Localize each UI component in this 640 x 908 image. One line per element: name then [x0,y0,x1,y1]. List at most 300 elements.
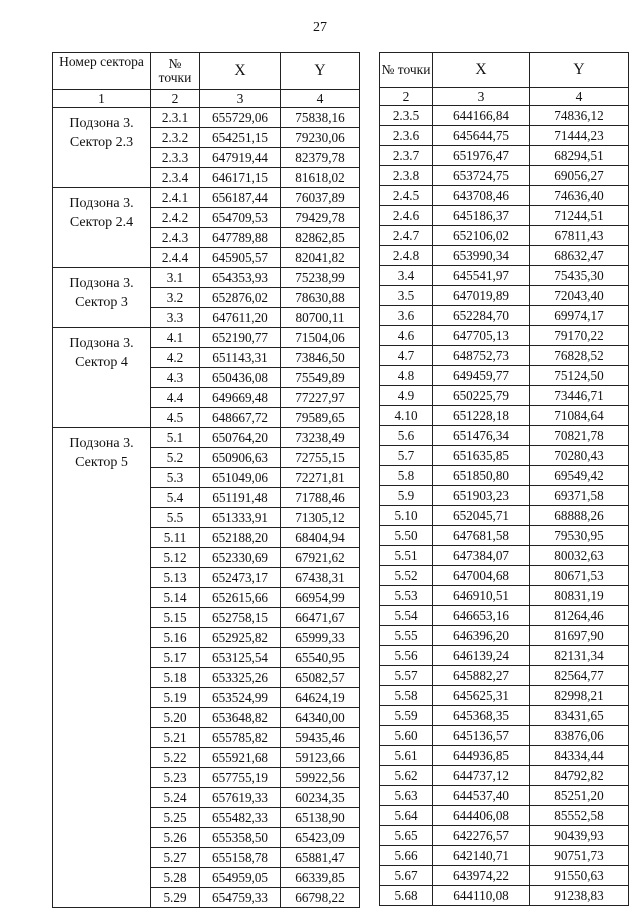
table-row [380,386,629,406]
point-number: 5.66 [380,846,433,866]
header-point: № точки [151,53,200,90]
x-coordinate: 645625,31 [433,686,530,706]
point-number: 3.1 [151,268,200,288]
left-table-body [53,108,360,908]
table-row [53,268,360,288]
y-coordinate: 76828,52 [530,346,629,366]
point-number: 2.4.6 [380,206,433,226]
y-coordinate: 67438,31 [281,568,360,588]
x-coordinate: 651143,31 [200,348,281,368]
point-number: 4.7 [380,346,433,366]
x-coordinate: 651049,06 [200,468,281,488]
table-row [380,226,629,246]
point-number: 5.15 [151,608,200,628]
y-coordinate: 84792,82 [530,766,629,786]
point-number: 5.26 [151,828,200,848]
x-coordinate: 653125,54 [200,648,281,668]
y-coordinate: 69974,17 [530,306,629,326]
point-number: 4.6 [380,326,433,346]
table-row [380,526,629,546]
x-coordinate: 651333,91 [200,508,281,528]
table-row [380,206,629,226]
y-coordinate: 82564,77 [530,666,629,686]
table-row [380,846,629,866]
y-coordinate: 91550,63 [530,866,629,886]
y-coordinate: 72755,15 [281,448,360,468]
point-number: 2.4.7 [380,226,433,246]
y-coordinate: 64340,00 [281,708,360,728]
point-number: 3.6 [380,306,433,326]
table-row [380,546,629,566]
y-coordinate: 79589,65 [281,408,360,428]
point-number: 4.1 [151,328,200,348]
x-coordinate: 650764,20 [200,428,281,448]
y-coordinate: 78630,88 [281,288,360,308]
table-row [380,286,629,306]
point-number: 5.55 [380,626,433,646]
point-number: 5.54 [380,606,433,626]
y-coordinate: 80671,53 [530,566,629,586]
point-number: 5.8 [380,466,433,486]
y-coordinate: 70280,43 [530,446,629,466]
x-coordinate: 647789,88 [200,228,281,248]
x-coordinate: 646171,15 [200,168,281,188]
point-number: 3.4 [380,266,433,286]
x-coordinate: 655358,50 [200,828,281,848]
point-number: 5.52 [380,566,433,586]
table-row [380,346,629,366]
header-row [380,53,629,88]
x-coordinate: 644166,84 [433,106,530,126]
table-row [380,606,629,626]
point-number: 2.3.6 [380,126,433,146]
table-row [380,146,629,166]
y-coordinate: 68632,47 [530,246,629,266]
y-coordinate: 65138,90 [281,808,360,828]
point-number: 4.2 [151,348,200,368]
header-x: X [200,53,281,90]
x-coordinate: 653325,26 [200,668,281,688]
table-row [380,646,629,666]
point-number: 5.12 [151,548,200,568]
x-coordinate: 645368,35 [433,706,530,726]
x-coordinate: 644936,85 [433,746,530,766]
point-number: 2.4.2 [151,208,200,228]
y-coordinate: 85251,20 [530,786,629,806]
header-y: Y [530,53,629,88]
point-number: 5.17 [151,648,200,668]
x-coordinate: 651635,85 [433,446,530,466]
x-coordinate: 644406,08 [433,806,530,826]
table-row [380,406,629,426]
x-coordinate: 647681,58 [433,526,530,546]
sector-name: Подзона 3. Сектор 5 [53,428,151,908]
table-row [53,428,360,448]
x-coordinate: 646910,51 [433,586,530,606]
column-number: 2 [380,88,433,106]
y-coordinate: 71084,64 [530,406,629,426]
y-coordinate: 91238,83 [530,886,629,906]
point-number: 5.29 [151,888,200,908]
table-row [380,106,629,126]
point-number: 5.59 [380,706,433,726]
point-number: 2.3.5 [380,106,433,126]
sector-name: Подзона 3. Сектор 2.3 [53,108,151,188]
x-coordinate: 646653,16 [433,606,530,626]
y-coordinate: 72271,81 [281,468,360,488]
y-coordinate: 71305,12 [281,508,360,528]
y-coordinate: 65423,09 [281,828,360,848]
y-coordinate: 59435,46 [281,728,360,748]
header-y: Y [281,53,360,90]
column-number-row [380,88,629,106]
y-coordinate: 65881,47 [281,848,360,868]
x-coordinate: 657619,33 [200,788,281,808]
x-coordinate: 643708,46 [433,186,530,206]
point-number: 5.53 [380,586,433,606]
x-coordinate: 647384,07 [433,546,530,566]
x-coordinate: 655921,68 [200,748,281,768]
y-coordinate: 83431,65 [530,706,629,726]
y-coordinate: 66798,22 [281,888,360,908]
table-row [380,246,629,266]
y-coordinate: 70821,78 [530,426,629,446]
point-number: 5.9 [380,486,433,506]
x-coordinate: 652188,20 [200,528,281,548]
x-coordinate: 655482,33 [200,808,281,828]
page-number: 27 [313,20,327,35]
sector-name: Подзона 3. Сектор 3 [53,268,151,328]
point-number: 2.4.3 [151,228,200,248]
point-number: 5.4 [151,488,200,508]
x-coordinate: 654759,33 [200,888,281,908]
x-coordinate: 652925,82 [200,628,281,648]
x-coordinate: 650436,08 [200,368,281,388]
y-coordinate: 79530,95 [530,526,629,546]
y-coordinate: 90751,73 [530,846,629,866]
x-coordinate: 647611,20 [200,308,281,328]
table-row [380,366,629,386]
x-coordinate: 652106,02 [433,226,530,246]
x-coordinate: 651191,48 [200,488,281,508]
point-number: 4.4 [151,388,200,408]
point-number: 5.19 [151,688,200,708]
y-coordinate: 66471,67 [281,608,360,628]
table-row [380,786,629,806]
table-row [380,726,629,746]
table-row [380,686,629,706]
x-coordinate: 649669,48 [200,388,281,408]
point-number: 2.3.1 [151,108,200,128]
table-row [380,886,629,906]
x-coordinate: 642140,71 [433,846,530,866]
header-row [53,53,360,90]
column-number: 4 [281,90,360,108]
point-number: 4.5 [151,408,200,428]
x-coordinate: 652330,69 [200,548,281,568]
y-coordinate: 59123,66 [281,748,360,768]
table-row [380,626,629,646]
point-number: 2.3.4 [151,168,200,188]
y-coordinate: 67811,43 [530,226,629,246]
point-number: 2.4.5 [380,186,433,206]
x-coordinate: 651228,18 [433,406,530,426]
x-coordinate: 653724,75 [433,166,530,186]
y-coordinate: 80700,11 [281,308,360,328]
y-coordinate: 79429,78 [281,208,360,228]
x-coordinate: 655729,06 [200,108,281,128]
point-number: 2.3.8 [380,166,433,186]
y-coordinate: 81697,90 [530,626,629,646]
point-number: 5.14 [151,588,200,608]
y-coordinate: 80032,63 [530,546,629,566]
table-row [380,426,629,446]
table-row [380,806,629,826]
y-coordinate: 69549,42 [530,466,629,486]
x-coordinate: 652615,66 [200,588,281,608]
y-coordinate: 65082,57 [281,668,360,688]
x-coordinate: 645882,27 [433,666,530,686]
point-number: 5.58 [380,686,433,706]
x-coordinate: 655158,78 [200,848,281,868]
point-number: 5.60 [380,726,433,746]
x-coordinate: 648667,72 [200,408,281,428]
column-number: 3 [433,88,530,106]
table-row [380,186,629,206]
y-coordinate: 76037,89 [281,188,360,208]
point-number: 2.4.1 [151,188,200,208]
x-coordinate: 649459,77 [433,366,530,386]
x-coordinate: 647004,68 [433,566,530,586]
x-coordinate: 652876,02 [200,288,281,308]
x-coordinate: 651476,34 [433,426,530,446]
x-coordinate: 656187,44 [200,188,281,208]
y-coordinate: 75435,30 [530,266,629,286]
table-row [380,506,629,526]
point-number: 5.24 [151,788,200,808]
point-number: 5.13 [151,568,200,588]
header-sector: Номер сектора [53,53,151,90]
table-row [380,446,629,466]
column-number: 2 [151,90,200,108]
x-coordinate: 643974,22 [433,866,530,886]
sector-name: Подзона 3. Сектор 4 [53,328,151,428]
point-number: 5.7 [380,446,433,466]
point-number: 5.22 [151,748,200,768]
point-number: 2.3.7 [380,146,433,166]
x-coordinate: 644737,12 [433,766,530,786]
x-coordinate: 645905,57 [200,248,281,268]
point-number: 5.21 [151,728,200,748]
table-row [380,166,629,186]
y-coordinate: 72043,40 [530,286,629,306]
y-coordinate: 60234,35 [281,788,360,808]
x-coordinate: 652190,77 [200,328,281,348]
table-row [380,666,629,686]
point-number: 5.1 [151,428,200,448]
y-coordinate: 66339,85 [281,868,360,888]
y-coordinate: 67921,62 [281,548,360,568]
x-coordinate: 646396,20 [433,626,530,646]
column-number: 3 [200,90,281,108]
x-coordinate: 645186,37 [433,206,530,226]
y-coordinate: 85552,58 [530,806,629,826]
y-coordinate: 75549,89 [281,368,360,388]
header-x: X [433,53,530,88]
table-row [53,328,360,348]
y-coordinate: 65540,95 [281,648,360,668]
y-coordinate: 74836,12 [530,106,629,126]
table-row [380,706,629,726]
x-coordinate: 652758,15 [200,608,281,628]
point-number: 5.11 [151,528,200,548]
x-coordinate: 653990,34 [433,246,530,266]
x-coordinate: 647919,44 [200,148,281,168]
table-row [380,866,629,886]
y-coordinate: 80831,19 [530,586,629,606]
y-coordinate: 82131,34 [530,646,629,666]
point-number: 5.5 [151,508,200,528]
y-coordinate: 90439,93 [530,826,629,846]
x-coordinate: 654709,53 [200,208,281,228]
table-row [380,266,629,286]
header-point: № точки [380,53,433,88]
x-coordinate: 654251,15 [200,128,281,148]
table-row [380,766,629,786]
y-coordinate: 75238,99 [281,268,360,288]
point-number: 5.16 [151,628,200,648]
table-row [380,466,629,486]
point-number: 2.4.4 [151,248,200,268]
y-coordinate: 71504,06 [281,328,360,348]
y-coordinate: 68888,26 [530,506,629,526]
column-number: 1 [53,90,151,108]
y-coordinate: 83876,06 [530,726,629,746]
x-coordinate: 645644,75 [433,126,530,146]
y-coordinate: 66954,99 [281,588,360,608]
point-number: 5.6 [380,426,433,446]
x-coordinate: 652045,71 [433,506,530,526]
x-coordinate: 654959,05 [200,868,281,888]
coordinates-table-right [379,52,629,906]
y-coordinate: 81618,02 [281,168,360,188]
table-row [380,326,629,346]
x-coordinate: 655785,82 [200,728,281,748]
x-coordinate: 644110,08 [433,886,530,906]
point-number: 4.10 [380,406,433,426]
point-number: 5.18 [151,668,200,688]
y-coordinate: 71788,46 [281,488,360,508]
point-number: 5.10 [380,506,433,526]
y-coordinate: 82862,85 [281,228,360,248]
x-coordinate: 642276,57 [433,826,530,846]
y-coordinate: 79170,22 [530,326,629,346]
y-coordinate: 59922,56 [281,768,360,788]
point-number: 5.3 [151,468,200,488]
point-number: 4.3 [151,368,200,388]
point-number: 3.5 [380,286,433,306]
x-coordinate: 654353,93 [200,268,281,288]
point-number: 5.51 [380,546,433,566]
point-number: 3.2 [151,288,200,308]
x-coordinate: 648752,73 [433,346,530,366]
y-coordinate: 84334,44 [530,746,629,766]
point-number: 4.8 [380,366,433,386]
point-number: 5.27 [151,848,200,868]
point-number: 5.50 [380,526,433,546]
point-number: 5.20 [151,708,200,728]
x-coordinate: 645541,97 [433,266,530,286]
point-number: 5.28 [151,868,200,888]
table-row [380,586,629,606]
y-coordinate: 68404,94 [281,528,360,548]
table-row [380,126,629,146]
point-number: 5.65 [380,826,433,846]
y-coordinate: 65999,33 [281,628,360,648]
point-number: 4.9 [380,386,433,406]
point-number: 5.2 [151,448,200,468]
column-number-row [53,90,360,108]
table-row [380,486,629,506]
y-coordinate: 82998,21 [530,686,629,706]
x-coordinate: 646139,24 [433,646,530,666]
x-coordinate: 657755,19 [200,768,281,788]
y-coordinate: 73238,49 [281,428,360,448]
sector-name: Подзона 3. Сектор 2.4 [53,188,151,268]
y-coordinate: 81264,46 [530,606,629,626]
point-number: 5.56 [380,646,433,666]
table-row [380,826,629,846]
y-coordinate: 74636,40 [530,186,629,206]
point-number: 5.64 [380,806,433,826]
x-coordinate: 644537,40 [433,786,530,806]
y-coordinate: 71244,51 [530,206,629,226]
table-row [53,108,360,128]
x-coordinate: 650906,63 [200,448,281,468]
y-coordinate: 82041,82 [281,248,360,268]
point-number: 5.57 [380,666,433,686]
table-row [380,566,629,586]
x-coordinate: 652284,70 [433,306,530,326]
y-coordinate: 69056,27 [530,166,629,186]
right-table-body [380,106,629,906]
table-row [53,188,360,208]
x-coordinate: 645136,57 [433,726,530,746]
column-number: 4 [530,88,629,106]
y-coordinate: 82379,78 [281,148,360,168]
x-coordinate: 647019,89 [433,286,530,306]
point-number: 2.4.8 [380,246,433,266]
x-coordinate: 647705,13 [433,326,530,346]
point-number: 5.68 [380,886,433,906]
y-coordinate: 75124,50 [530,366,629,386]
y-coordinate: 71444,23 [530,126,629,146]
y-coordinate: 69371,58 [530,486,629,506]
y-coordinate: 73446,71 [530,386,629,406]
x-coordinate: 653524,99 [200,688,281,708]
point-number: 5.67 [380,866,433,886]
point-number: 5.25 [151,808,200,828]
coordinates-table-left [52,52,360,908]
x-coordinate: 651976,47 [433,146,530,166]
y-coordinate: 64624,19 [281,688,360,708]
point-number: 5.61 [380,746,433,766]
y-coordinate: 75838,16 [281,108,360,128]
point-number: 2.3.2 [151,128,200,148]
y-coordinate: 68294,51 [530,146,629,166]
x-coordinate: 653648,82 [200,708,281,728]
table-row [380,306,629,326]
